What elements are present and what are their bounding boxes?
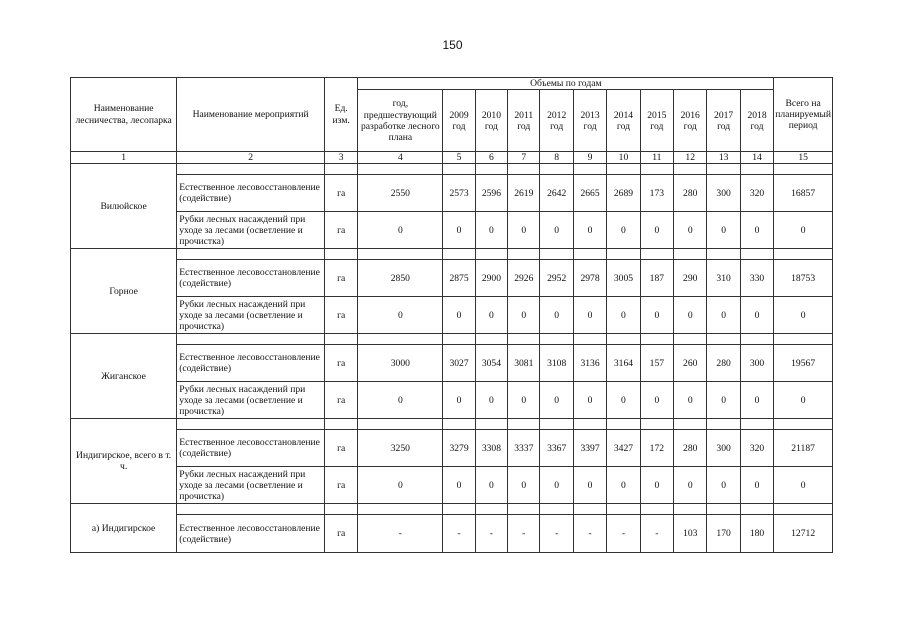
year-value: 0 — [443, 297, 475, 334]
year-value: 0 — [475, 467, 507, 504]
header-year: 2013 год — [573, 90, 606, 152]
spacer-cell — [443, 419, 475, 430]
table-row — [71, 297, 833, 334]
unit-cell: га — [324, 212, 357, 249]
total-value: 19567 — [774, 345, 833, 382]
year-value: 170 — [707, 515, 740, 553]
year-value: 0 — [707, 382, 740, 419]
unit-cell: га — [324, 382, 357, 419]
year-value: - — [573, 515, 606, 553]
column-number: 8 — [540, 152, 573, 164]
year-value: 180 — [740, 515, 773, 553]
year-value: 0 — [475, 297, 507, 334]
spacer-cell — [573, 164, 606, 175]
year-value: 0 — [573, 212, 606, 249]
total-value: 0 — [774, 212, 833, 249]
activity-name: Естественное лесовосстановление (содействие) — [177, 260, 325, 297]
activity-name: Рубки лесных насаждений при уходе за лесами (осветление и прочистка) — [177, 467, 325, 504]
table-row — [71, 430, 833, 467]
spacer-cell — [607, 504, 640, 515]
year-value: 0 — [707, 467, 740, 504]
column-number: 6 — [475, 152, 507, 164]
year-value: - — [508, 515, 540, 553]
year-value: 2978 — [573, 260, 606, 297]
spacer-cell — [674, 419, 707, 430]
spacer-cell — [508, 249, 540, 260]
year-value: 0 — [674, 297, 707, 334]
year-value: 260 — [674, 345, 707, 382]
forestry-name: Горное — [71, 249, 177, 334]
year-value: 3308 — [475, 430, 507, 467]
prev-year-value: 2550 — [358, 175, 443, 212]
year-value: 2900 — [475, 260, 507, 297]
spacer-cell — [774, 334, 833, 345]
spacer-cell — [540, 164, 573, 175]
year-value: 3054 — [475, 345, 507, 382]
spacer-cell — [540, 334, 573, 345]
unit-cell: га — [324, 260, 357, 297]
year-value: - — [443, 515, 475, 553]
column-number: 12 — [674, 152, 707, 164]
year-value: 0 — [740, 382, 773, 419]
year-value: 280 — [707, 345, 740, 382]
header-prev-year: год, предшествующий разработке лесного плана — [358, 90, 443, 152]
activity-name: Рубки лесных насаждений при уходе за лесами (осветление и прочистка) — [177, 212, 325, 249]
year-value: 0 — [573, 467, 606, 504]
year-value: 0 — [475, 382, 507, 419]
year-value: 2619 — [508, 175, 540, 212]
spacer-cell — [475, 504, 507, 515]
year-value: - — [540, 515, 573, 553]
spacer-cell — [740, 249, 773, 260]
prev-year-value: 0 — [358, 297, 443, 334]
year-value: 3164 — [607, 345, 640, 382]
total-value: 18753 — [774, 260, 833, 297]
spacer-cell — [540, 504, 573, 515]
spacer-cell — [358, 419, 443, 430]
year-value: - — [640, 515, 673, 553]
year-value: 0 — [508, 382, 540, 419]
year-value: 3108 — [540, 345, 573, 382]
spacer-cell — [358, 504, 443, 515]
forestry-name: а) Индигирское — [71, 504, 177, 553]
header-year: 2016 год — [674, 90, 707, 152]
activity-name: Естественное лесовосстановление (содействие) — [177, 430, 325, 467]
page-number: 150 — [442, 38, 463, 52]
header-year: 2017 год — [707, 90, 740, 152]
total-value: 0 — [774, 297, 833, 334]
table-row — [71, 260, 833, 297]
spacer-cell — [508, 419, 540, 430]
spacer-cell — [324, 249, 357, 260]
total-value: 16857 — [774, 175, 833, 212]
year-value: 2596 — [475, 175, 507, 212]
spacer-cell — [573, 504, 606, 515]
header-year: 2018 год — [740, 90, 773, 152]
activity-name: Рубки лесных насаждений при уходе за лесами (осветление и прочистка) — [177, 382, 325, 419]
year-value: 0 — [607, 297, 640, 334]
column-number: 4 — [358, 152, 443, 164]
year-value: 103 — [674, 515, 707, 553]
year-value: 0 — [540, 297, 573, 334]
activity-name: Естественное лесовосстановление (содействие) — [177, 175, 325, 212]
spacer-cell — [324, 419, 357, 430]
unit-cell: га — [324, 345, 357, 382]
year-value: 290 — [674, 260, 707, 297]
spacer-cell — [707, 504, 740, 515]
spacer-cell — [573, 334, 606, 345]
spacer-cell — [640, 504, 673, 515]
group-spacer-row — [71, 164, 833, 175]
year-value: - — [475, 515, 507, 553]
prev-year-value: 0 — [358, 467, 443, 504]
column-number: 2 — [177, 152, 325, 164]
year-value: 3367 — [540, 430, 573, 467]
year-value: 2573 — [443, 175, 475, 212]
year-value: 0 — [640, 297, 673, 334]
year-value: - — [607, 515, 640, 553]
total-value: 21187 — [774, 430, 833, 467]
spacer-cell — [358, 249, 443, 260]
spacer-cell — [707, 419, 740, 430]
prev-year-value: 3250 — [358, 430, 443, 467]
group-spacer-row — [71, 419, 833, 430]
year-value: 2642 — [540, 175, 573, 212]
unit-cell: га — [324, 430, 357, 467]
header-year: 2011 год — [508, 90, 540, 152]
spacer-cell — [640, 334, 673, 345]
year-value: 0 — [640, 212, 673, 249]
year-value: 3136 — [573, 345, 606, 382]
spacer-cell — [508, 164, 540, 175]
column-number: 10 — [607, 152, 640, 164]
header-year: 2010 год — [475, 90, 507, 152]
table-row — [71, 175, 833, 212]
year-value: 3081 — [508, 345, 540, 382]
forestry-name: Индигирское, всего в т. ч. — [71, 419, 177, 504]
table-row — [71, 345, 833, 382]
year-value: 2689 — [607, 175, 640, 212]
spacer-cell — [707, 249, 740, 260]
column-number: 9 — [573, 152, 606, 164]
spacer-cell — [740, 164, 773, 175]
spacer-cell — [324, 334, 357, 345]
total-value: 0 — [774, 382, 833, 419]
spacer-cell — [640, 249, 673, 260]
year-value: 280 — [674, 175, 707, 212]
group-spacer-row — [71, 334, 833, 345]
header-forestry: Наименование лесничества, лесопарка — [71, 78, 177, 152]
unit-cell: га — [324, 515, 357, 553]
year-value: 172 — [640, 430, 673, 467]
header-activity: Наименование мероприятий — [177, 78, 325, 152]
year-value: 0 — [707, 297, 740, 334]
spacer-cell — [740, 334, 773, 345]
spacer-cell — [607, 419, 640, 430]
spacer-cell — [740, 504, 773, 515]
header-year: 2012 год — [540, 90, 573, 152]
column-number: 5 — [443, 152, 475, 164]
spacer-cell — [774, 419, 833, 430]
year-value: 0 — [443, 382, 475, 419]
spacer-cell — [324, 504, 357, 515]
spacer-cell — [358, 334, 443, 345]
spacer-cell — [443, 164, 475, 175]
activity-name: Естественное лесовосстановление (содействие) — [177, 345, 325, 382]
year-value: 0 — [707, 212, 740, 249]
year-value: 0 — [443, 467, 475, 504]
year-value: 0 — [740, 297, 773, 334]
year-value: 0 — [640, 467, 673, 504]
prev-year-value: 0 — [358, 382, 443, 419]
header-year: 2015 год — [640, 90, 673, 152]
header-volumes-by-year: Объемы по годам — [358, 78, 774, 90]
spacer-cell — [774, 249, 833, 260]
year-value: 3005 — [607, 260, 640, 297]
year-value: 0 — [674, 212, 707, 249]
spacer-cell — [674, 164, 707, 175]
year-value: 157 — [640, 345, 673, 382]
year-value: 2926 — [508, 260, 540, 297]
prev-year-value: - — [358, 515, 443, 553]
spacer-cell — [443, 334, 475, 345]
spacer-cell — [177, 504, 325, 515]
spacer-cell — [358, 164, 443, 175]
year-value: 300 — [740, 345, 773, 382]
group-spacer-row — [71, 249, 833, 260]
year-value: 2875 — [443, 260, 475, 297]
column-number: 15 — [774, 152, 833, 164]
spacer-cell — [674, 334, 707, 345]
spacer-cell — [640, 419, 673, 430]
year-value: 0 — [607, 212, 640, 249]
unit-cell: га — [324, 297, 357, 334]
year-value: 3337 — [508, 430, 540, 467]
spacer-cell — [443, 249, 475, 260]
header-year: 2009 год — [443, 90, 475, 152]
table-row — [71, 212, 833, 249]
column-number: 7 — [508, 152, 540, 164]
table-row — [71, 515, 833, 553]
year-value: 330 — [740, 260, 773, 297]
activity-name: Естественное лесовосстановление (содействие) — [177, 515, 325, 553]
year-value: 0 — [540, 382, 573, 419]
spacer-cell — [774, 164, 833, 175]
spacer-cell — [177, 164, 325, 175]
year-value: 300 — [707, 430, 740, 467]
year-value: 280 — [674, 430, 707, 467]
total-value: 0 — [774, 467, 833, 504]
unit-cell: га — [324, 467, 357, 504]
year-value: 3427 — [607, 430, 640, 467]
spacer-cell — [443, 504, 475, 515]
spacer-cell — [324, 164, 357, 175]
spacer-cell — [640, 164, 673, 175]
year-value: 320 — [740, 430, 773, 467]
spacer-cell — [707, 164, 740, 175]
spacer-cell — [607, 249, 640, 260]
spacer-cell — [475, 249, 507, 260]
year-value: 0 — [540, 467, 573, 504]
spacer-cell — [508, 504, 540, 515]
year-value: 0 — [573, 297, 606, 334]
header-year: 2014 год — [607, 90, 640, 152]
spacer-cell — [475, 419, 507, 430]
spacer-cell — [774, 504, 833, 515]
year-value: 2952 — [540, 260, 573, 297]
year-value: 0 — [674, 382, 707, 419]
year-value: 0 — [508, 467, 540, 504]
activity-name: Рубки лесных насаждений при уходе за лесами (осветление и прочистка) — [177, 297, 325, 334]
spacer-cell — [540, 419, 573, 430]
spacer-cell — [540, 249, 573, 260]
spacer-cell — [177, 334, 325, 345]
spacer-cell — [177, 419, 325, 430]
year-value: 0 — [674, 467, 707, 504]
year-value: 3279 — [443, 430, 475, 467]
group-spacer-row — [71, 504, 833, 515]
table-row — [71, 382, 833, 419]
table-row — [71, 467, 833, 504]
spacer-cell — [607, 334, 640, 345]
header-unit: Ед. изм. — [324, 78, 357, 152]
column-number: 1 — [71, 152, 177, 164]
column-number: 13 — [707, 152, 740, 164]
year-value: 0 — [607, 382, 640, 419]
column-number: 14 — [740, 152, 773, 164]
prev-year-value: 0 — [358, 212, 443, 249]
forestry-name: Жиганское — [71, 334, 177, 419]
spacer-cell — [177, 249, 325, 260]
spacer-cell — [674, 249, 707, 260]
spacer-cell — [475, 164, 507, 175]
year-value: 0 — [573, 382, 606, 419]
year-value: 173 — [640, 175, 673, 212]
spacer-cell — [740, 419, 773, 430]
year-value: 0 — [540, 212, 573, 249]
year-value: 0 — [443, 212, 475, 249]
forestry-name: Вилюйское — [71, 164, 177, 249]
header-total: Всего на планируемый период — [774, 78, 833, 152]
spacer-cell — [707, 334, 740, 345]
spacer-cell — [508, 334, 540, 345]
year-value: 300 — [707, 175, 740, 212]
year-value: 0 — [740, 212, 773, 249]
column-number: 3 — [324, 152, 357, 164]
year-value: 0 — [640, 382, 673, 419]
year-value: 2665 — [573, 175, 606, 212]
year-value: 187 — [640, 260, 673, 297]
total-value: 12712 — [774, 515, 833, 553]
spacer-cell — [573, 249, 606, 260]
year-value: 310 — [707, 260, 740, 297]
unit-cell: га — [324, 175, 357, 212]
prev-year-value: 3000 — [358, 345, 443, 382]
year-value: 320 — [740, 175, 773, 212]
column-number: 11 — [640, 152, 673, 164]
spacer-cell — [475, 334, 507, 345]
year-value: 0 — [475, 212, 507, 249]
year-value: 3027 — [443, 345, 475, 382]
year-value: 0 — [607, 467, 640, 504]
year-value: 3397 — [573, 430, 606, 467]
spacer-cell — [674, 504, 707, 515]
forest-plan-table — [70, 77, 833, 553]
year-value: 0 — [508, 212, 540, 249]
year-value: 0 — [508, 297, 540, 334]
spacer-cell — [573, 419, 606, 430]
spacer-cell — [607, 164, 640, 175]
prev-year-value: 2850 — [358, 260, 443, 297]
year-value: 0 — [740, 467, 773, 504]
